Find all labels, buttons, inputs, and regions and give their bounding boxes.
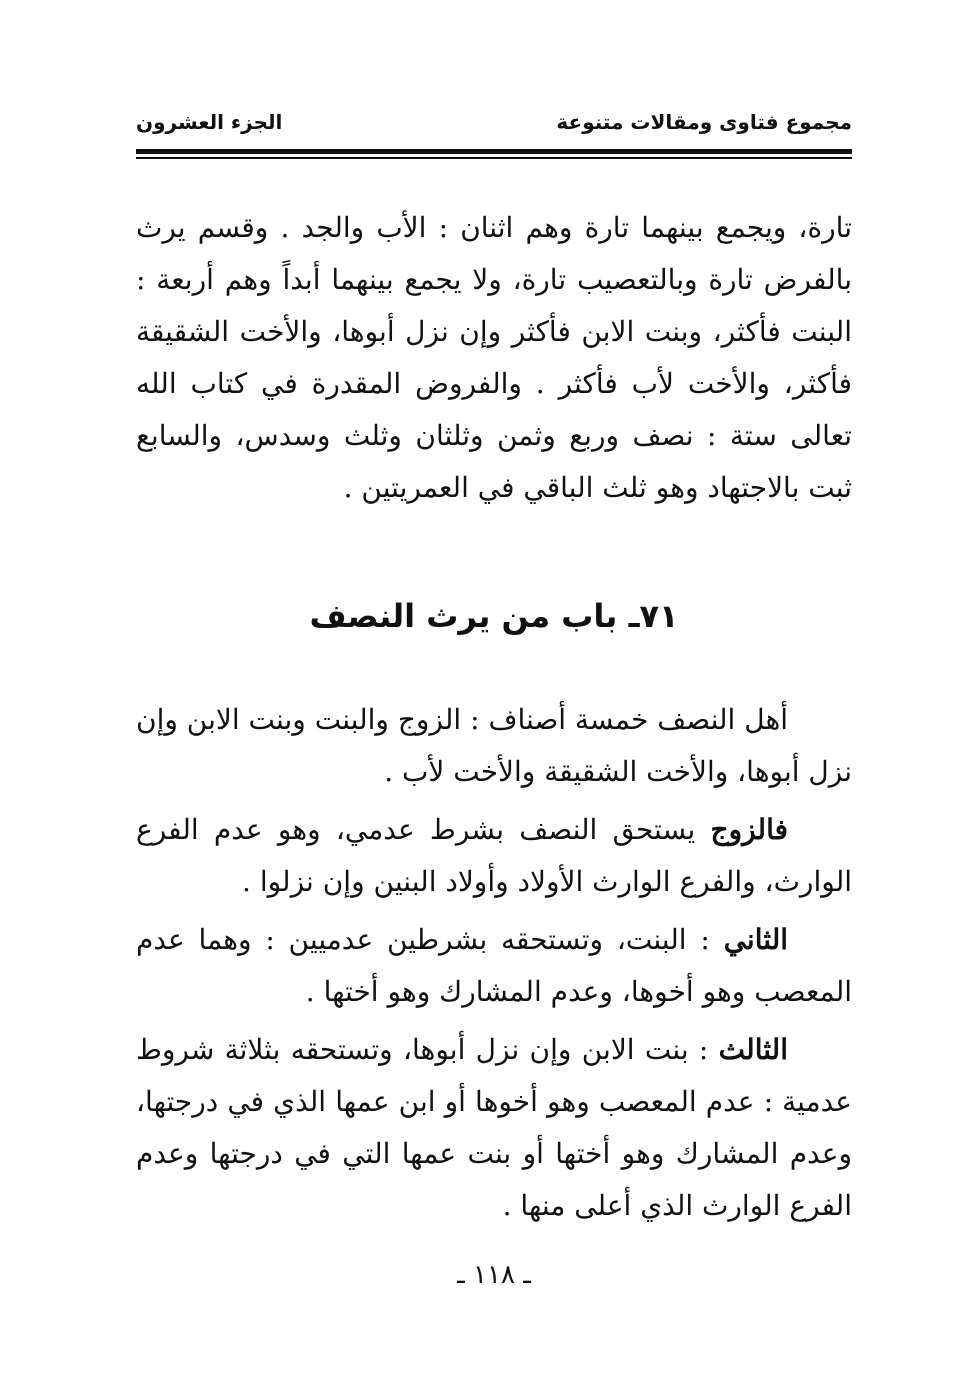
book-title: مجموع فتاوى ومقالات متنوعة	[556, 110, 852, 134]
header-rule-thick	[136, 149, 852, 154]
paragraph-lead: فالزوج	[710, 813, 788, 846]
paragraph-text: : بنت الابن وإن نزل أبوها، وتستحقه بثلاثة شروط عدمية : عدم المعصب وهو أخوها أو ابن عمها الذي في درجتها، وعدم المشارك وهو أختها أو بنت عمها التي في درجتها وعدم الفرع الوارث الذي أعلى منها .	[136, 1033, 852, 1222]
intro-paragraph	[136, 202, 852, 520]
paragraph: تارة، ويجمع بينهما تارة وهم اثنان : الأب والجد . وقسم يرث بالفرض تارة وبالتعصيب تارة، ولا يجمع بينهما أبداً وهم أربعة : البنت فأكثر، وبنت الابن فأكثر وإن نزل أبوها، والأخت الشقيقة فأكثر، والأخت لأب فأكثر . والفروض المقدرة في كتاب الله تعالى ستة : نصف وربع وثمن وثلثان وثلث وسدس، والسابع ثبت بالاجتهاد وهو ثلث الباقي في العمريتين .	[136, 211, 852, 504]
volume-label: الجزء العشرون	[136, 110, 283, 134]
paragraph-text: يستحق النصف بشرط عدمي، وهو عدم الفرع الوارث، والفرع الوارث الأولاد وأولاد البنين وإن نزلوا .	[136, 813, 852, 898]
section-title: ٧١ـ باب من يرث النصف	[309, 597, 679, 635]
paragraph	[136, 804, 852, 908]
page-number: ـ ١١٨ ـ	[457, 1260, 531, 1290]
running-header	[136, 102, 852, 142]
paragraph-text: : البنت، وتستحقه بشرطين عدميين : وهما عدم المعصب وهو أخوها، وعدم المشارك وهو أختها .	[136, 923, 852, 1008]
paragraph-lead: الثالث	[718, 1033, 788, 1066]
paragraph	[136, 694, 852, 798]
paragraph	[136, 1024, 852, 1232]
header-rule-thin	[136, 157, 852, 159]
paragraph-text: أهل النصف خمسة أصناف : الزوج والبنت وبنت الابن وإن نزل أبوها، والأخت الشقيقة والأخت لأب .	[136, 703, 852, 788]
section-body	[136, 694, 852, 1238]
paragraph	[136, 914, 852, 1018]
paragraph-lead: الثاني	[723, 923, 788, 956]
